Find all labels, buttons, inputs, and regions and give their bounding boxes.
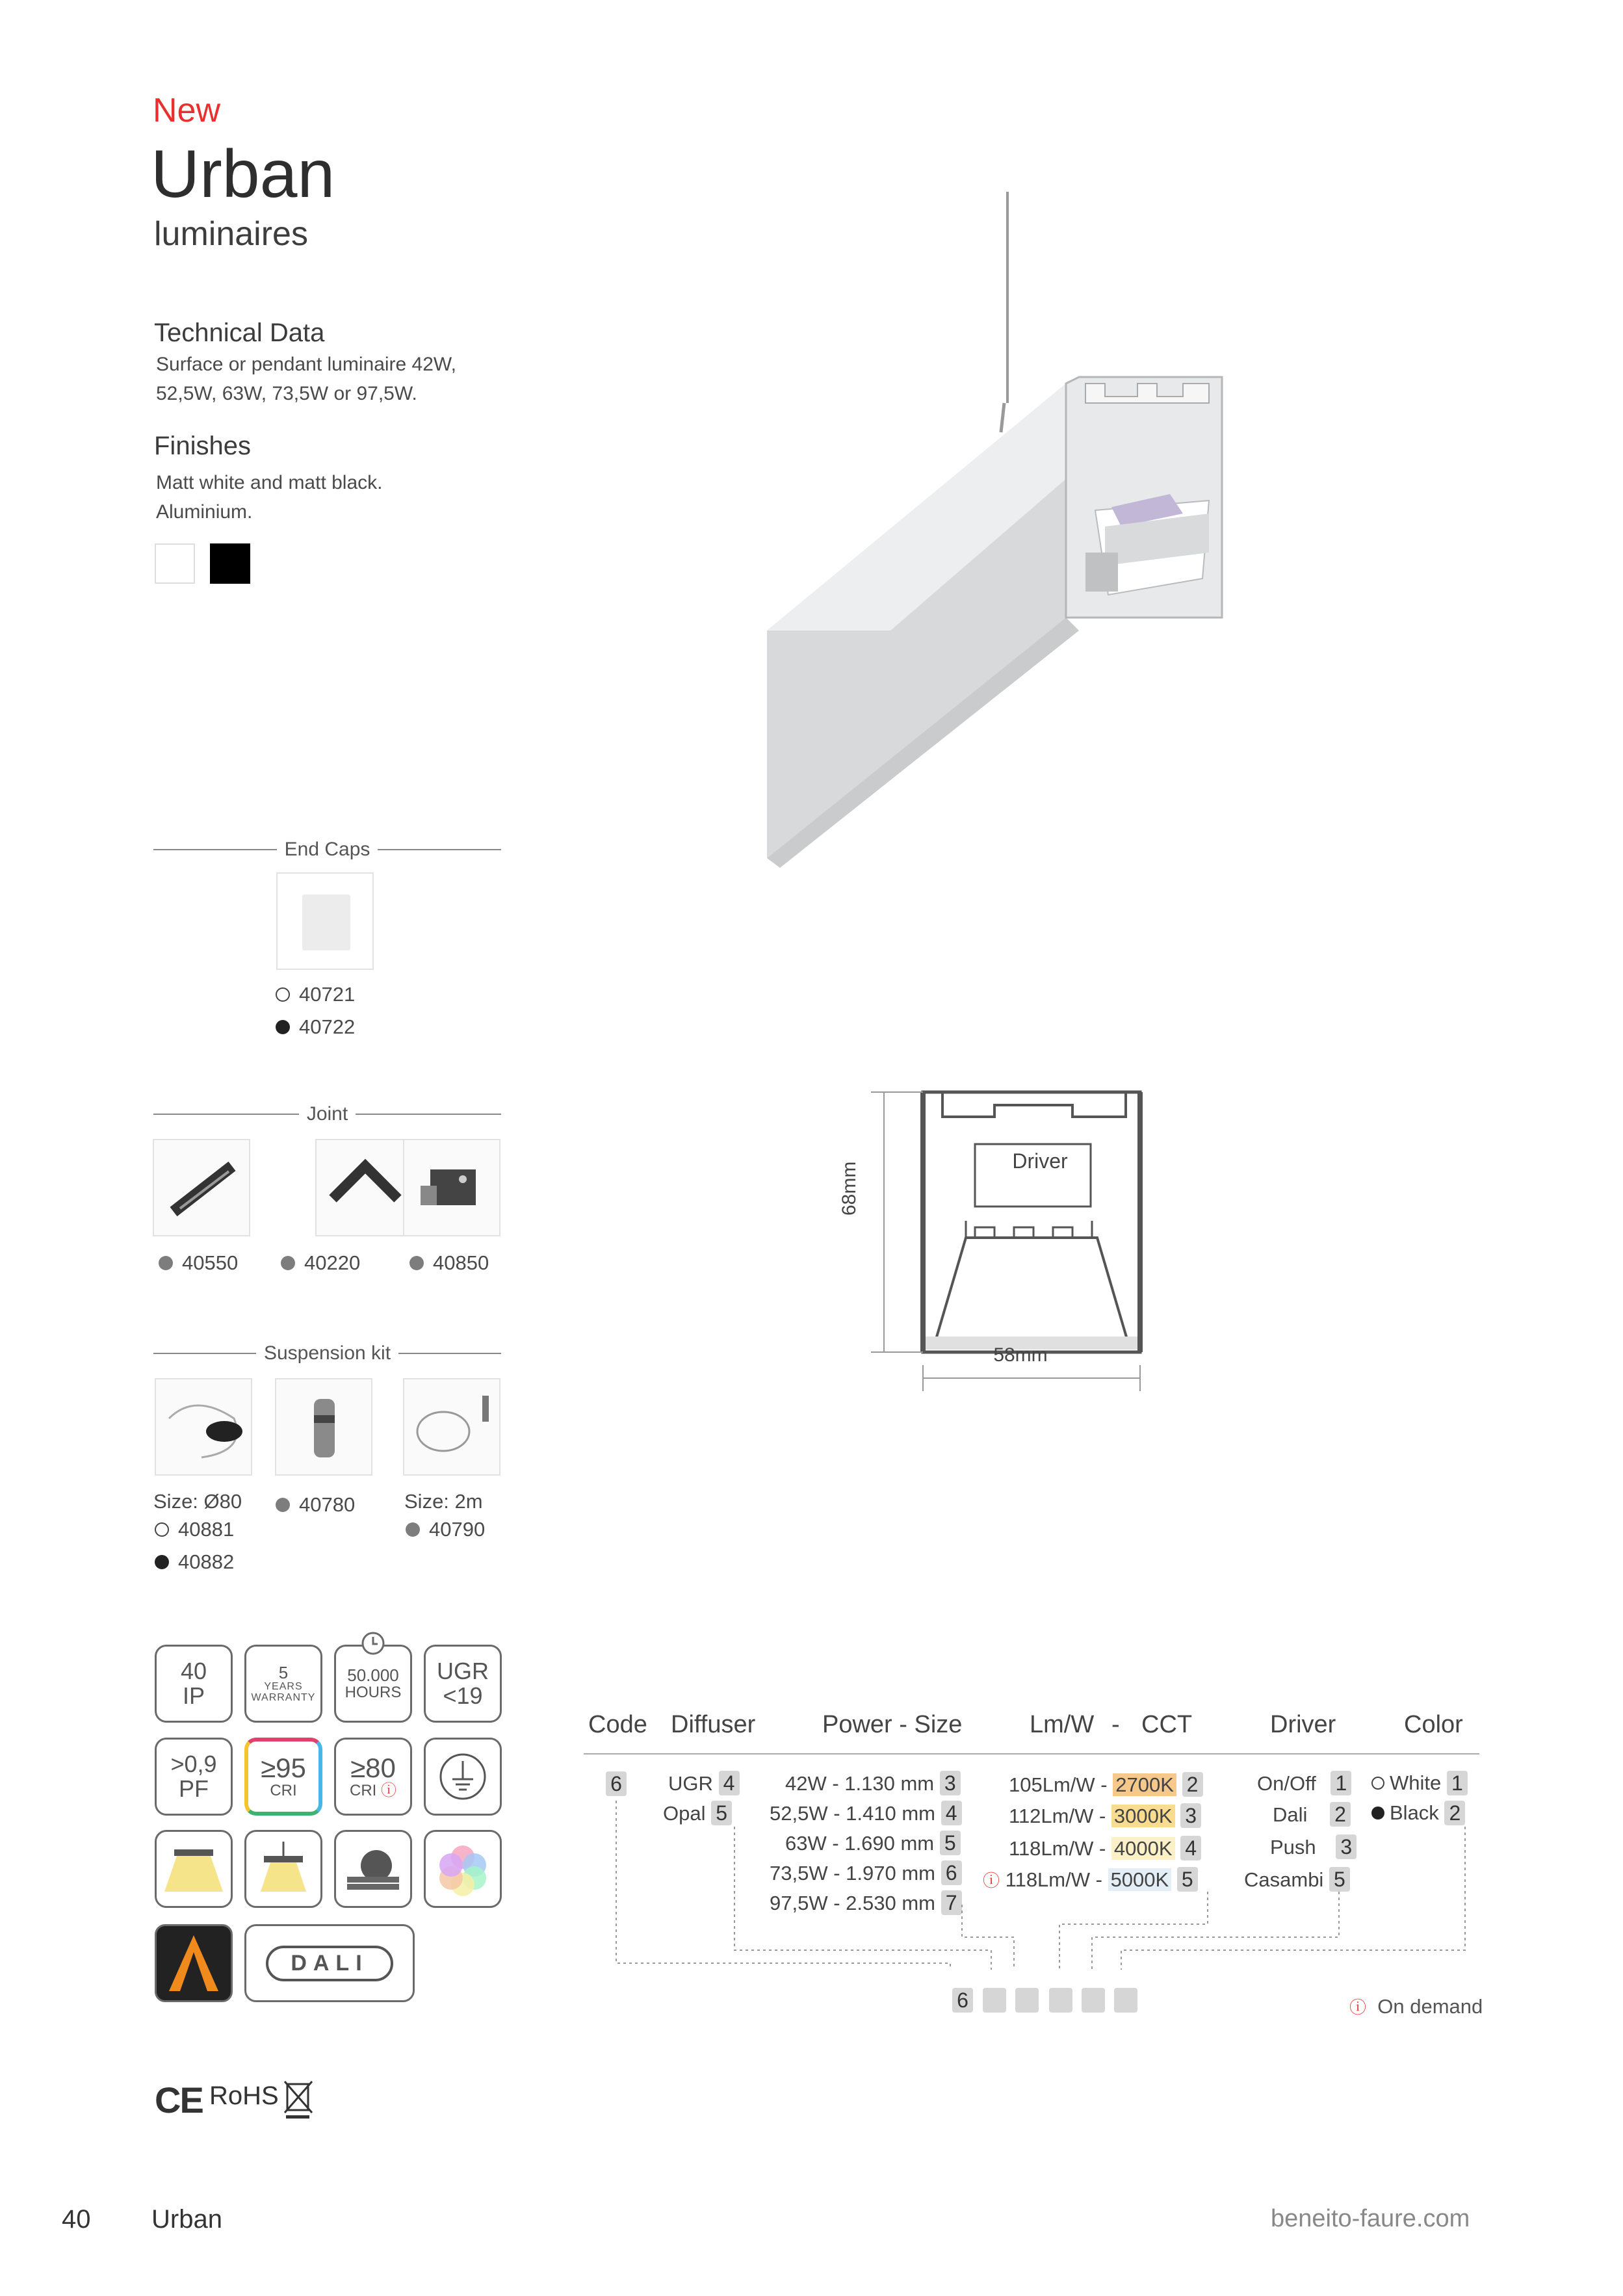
header-color: Color [1404, 1711, 1463, 1738]
header-driver: Driver [1270, 1711, 1336, 1738]
earth-class-badge [424, 1738, 502, 1816]
page-title: Urban [151, 137, 335, 212]
suspension-size-3: Size: 2m [404, 1490, 483, 1513]
result-code-box [1114, 1988, 1137, 2013]
header-cct: CCT [1141, 1711, 1193, 1738]
driver-row: Casambi 5 [1244, 1867, 1350, 1892]
result-code-box [1082, 1988, 1105, 2013]
footer-product: Urban [151, 2205, 222, 2234]
suspension-image-canopy [155, 1378, 252, 1476]
cut-badge [334, 1830, 412, 1908]
driver-label: Driver [1012, 1149, 1068, 1173]
header-code: Code [588, 1711, 647, 1738]
result-code-box [1049, 1988, 1072, 2013]
suspension-code-adapter: 40780 [276, 1493, 355, 1517]
diffuser-row: Opal 5 [663, 1801, 732, 1825]
hours-badge: 50.000 HOURS [334, 1645, 412, 1723]
joint-image-corner [315, 1139, 413, 1236]
cct-row: 112Lm/W - 3000K 3 [1009, 1803, 1201, 1828]
header-dash: - [1111, 1711, 1120, 1738]
end-cap-image [276, 872, 374, 970]
power-row: 73,5W - 1.970 mm 6 [770, 1860, 962, 1885]
app-icon [157, 1926, 231, 2000]
end-cap-code-black: 40722 [276, 1015, 355, 1039]
joint-image-bracket [403, 1139, 500, 1236]
technical-line: 52,5W, 63W, 73,5W or 97,5W. [156, 383, 417, 404]
ip-badge: 40 IP [155, 1645, 233, 1723]
result-code-box [983, 1988, 1006, 2013]
color-row: Black 2 [1371, 1801, 1465, 1825]
joint-label: Joint [306, 1103, 348, 1125]
driver-row: Push 3 [1270, 1834, 1357, 1859]
joint-code-1: 40550 [159, 1251, 238, 1275]
info-icon: ⓘ [381, 1782, 396, 1800]
ugr-badge: UGR <19 [424, 1645, 502, 1723]
page-number: 40 [62, 2205, 91, 2234]
cct-row: 105Lm/W - 2700K 2 [1009, 1772, 1203, 1797]
app-badge [155, 1924, 233, 2002]
height-dimension: 68mm [838, 1161, 860, 1216]
joint-code-2: 40220 [281, 1251, 360, 1275]
technical-line: Surface or pendant luminaire 42W, [156, 354, 456, 375]
result-code-box [1015, 1988, 1039, 2013]
cct-row: 118Lm/W - 4000K 4 [1009, 1836, 1201, 1860]
color-row: White 1 [1371, 1771, 1468, 1795]
header-diffuser: Diffuser [671, 1711, 756, 1738]
rgb-icon [430, 1836, 495, 1901]
pendant-icon [251, 1836, 316, 1901]
weee-icon [279, 2075, 316, 2120]
finishes-line: Aluminium. [156, 501, 253, 523]
diffuser-row: UGR 4 [668, 1771, 740, 1795]
pf-badge: >0,9 PF [155, 1738, 233, 1816]
clock-icon [360, 1630, 386, 1656]
suspension-code-white: 40881 [155, 1518, 234, 1541]
end-caps-label: End Caps [284, 839, 370, 860]
pendant-badge [244, 1830, 322, 1908]
on-demand-note: ⓘ On demand [1349, 1995, 1483, 2018]
black-swatch [210, 543, 250, 584]
width-dimension: 58mm [993, 1344, 1048, 1366]
driver-row: Dali 2 [1273, 1802, 1351, 1827]
end-caps-section-title [153, 839, 501, 861]
power-row: 52,5W - 1.410 mm 4 [770, 1801, 962, 1825]
ce-mark: CE [155, 2080, 203, 2120]
downlight-badge [155, 1830, 233, 1908]
dali-logo: DALI [266, 1946, 393, 1981]
driver-row: On/Off 1 [1257, 1771, 1351, 1795]
product-image [754, 189, 1261, 871]
suspension-image-cable [403, 1378, 500, 1476]
rgb-badge [424, 1830, 502, 1908]
code-value: 6 [606, 1771, 627, 1796]
header-lmw: Lm/W [1030, 1711, 1095, 1738]
power-row: 63W - 1.690 mm 5 [785, 1831, 961, 1855]
finishes-line: Matt white and matt black. [156, 472, 383, 493]
suspension-size-1: Size: Ø80 [153, 1490, 242, 1513]
warranty-badge: 5 YEARS WARRANTY [244, 1645, 322, 1723]
technical-text [156, 350, 456, 408]
dali-badge [244, 1924, 415, 2002]
joint-section-title [153, 1103, 501, 1125]
website-link[interactable]: beneito-faure.com [1271, 2205, 1470, 2232]
power-row: 42W - 1.130 mm 3 [785, 1771, 961, 1795]
suspension-label: Suspension kit [263, 1342, 391, 1364]
suspension-code-black: 40882 [155, 1550, 234, 1574]
info-icon: ⓘ [1349, 1998, 1367, 2017]
ground-icon [437, 1751, 489, 1803]
suspension-code-cable: 40790 [406, 1518, 485, 1541]
cri-95-badge: ≥95 CRI [244, 1738, 322, 1816]
table-divider [584, 1753, 1479, 1755]
suspension-section-title [153, 1342, 501, 1364]
result-code-first: 6 [952, 1988, 973, 2013]
finishes-text [156, 468, 383, 527]
finishes-heading: Finishes [154, 432, 251, 460]
power-row: 97,5W - 2.530 mm 7 [770, 1890, 962, 1915]
page-subtitle: luminaires [154, 215, 308, 253]
joint-image-straight [153, 1139, 250, 1236]
white-swatch [155, 543, 195, 584]
header-power: Power - Size [822, 1711, 963, 1738]
downlight-icon [161, 1836, 226, 1901]
rohs-mark: RoHS [209, 2081, 279, 2110]
info-icon: ⓘ [983, 1871, 1000, 1890]
code-connector-lines [585, 1794, 1482, 1970]
technical-heading: Technical Data [154, 319, 325, 347]
new-label: New [153, 92, 221, 129]
saw-icon [341, 1836, 406, 1901]
cri-80-badge: ≥80 CRI ⓘ [334, 1738, 412, 1816]
suspension-image-adapter [275, 1378, 372, 1476]
end-cap-code-white: 40721 [276, 983, 355, 1006]
cct-row: ⓘ 118Lm/W - 5000K 5 [983, 1867, 1198, 1892]
joint-code-3: 40850 [409, 1251, 489, 1275]
